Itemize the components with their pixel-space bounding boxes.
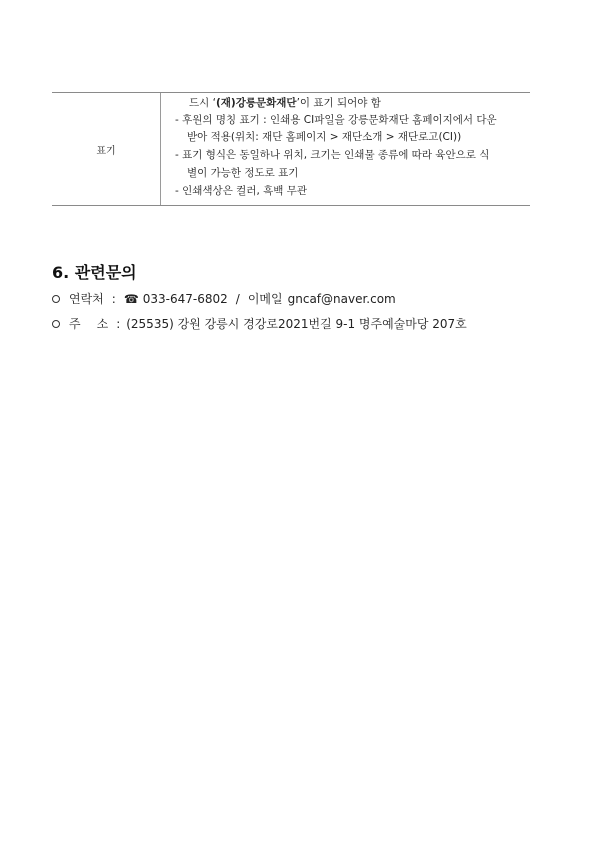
table-line: - 표기 형식은 동일하나 위치, 크기는 인쇄물 종류에 따라 육안으로 식: [175, 149, 490, 161]
contact-phone-row: [52, 290, 396, 307]
email-link[interactable]: gncaf@naver.com: [287, 291, 396, 306]
phone-icon: ☎: [123, 291, 139, 306]
table-content-cell: [161, 93, 530, 205]
table-label: 표기: [96, 145, 116, 157]
email-label: 이메일: [247, 292, 283, 306]
section-title: 6. 관련문의: [52, 263, 137, 282]
table-line: 받아 적용(위치: 재단 홈페이지 > 재단소개 > 재단로고(CI)): [187, 131, 462, 143]
table-line: - 후원의 명칭 표기 : 인쇄용 CI파일을 강릉문화재단 홈페이지에서 다운: [175, 114, 497, 126]
phone-number: 033-647-6802: [142, 291, 228, 306]
address-label-2: 소: [96, 317, 109, 331]
table-line: 별이 가능한 정도로 표기: [187, 167, 299, 179]
colon: :: [116, 316, 121, 331]
address-label-1: 주: [69, 317, 81, 331]
notation-table: [52, 92, 530, 206]
table-label-cell: [52, 93, 161, 205]
circle-bullet-icon: [52, 320, 60, 328]
circle-bullet-icon: [52, 295, 60, 303]
table-line: - 인쇄색상은 컬러, 흑백 무관: [175, 185, 308, 197]
table-line: 드시 ‘(재)강릉문화재단’이 표기 되어야 함: [189, 97, 381, 109]
contact-address-row: [52, 315, 467, 332]
address: (25535) 강원 강릉시 경강로2021번길 9-1 명주예술마당 207호: [126, 317, 467, 331]
contact-label: 연락처: [69, 292, 104, 306]
colon: :: [111, 291, 116, 306]
separator: /: [235, 291, 240, 306]
